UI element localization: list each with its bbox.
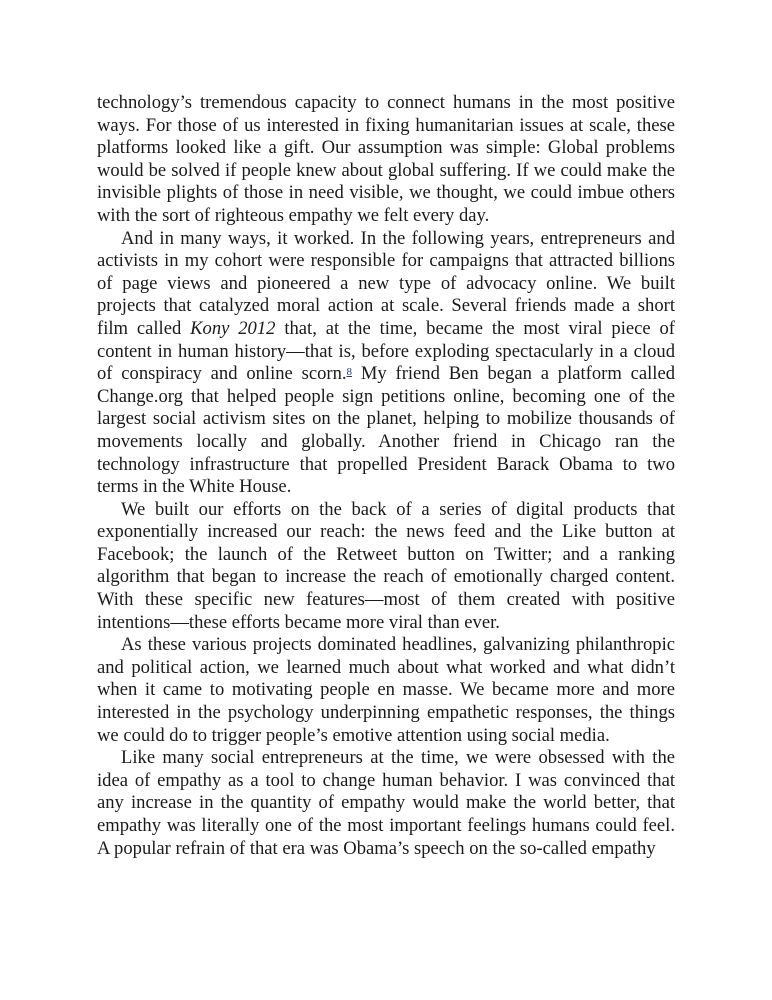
paragraph-3: We built our efforts on the back of a series of digital products that exponentially increased our reach: the news feed and the Like button at Facebook; the launch of the Retweet button on Twitter; and a ranking algorithm that began to increase the reach of emotionally charged content. With these specific new features—most of them created with positive intentions—these efforts became more viral than ever. xyxy=(97,498,675,633)
film-title: Kony 2012 xyxy=(190,317,276,339)
footnote-link[interactable]: 8 xyxy=(346,366,353,379)
paragraph-2-text-c: My friend Ben began a platform called Change.org that helped people sign petitions online, becoming one of the largest social activism sites on the planet, helping to mobilize thousands of movements locally and globally. Another friend in Chicago ran the technology infrastructure that propelled President Barack Obama to two terms in the White House. xyxy=(97,363,675,498)
paragraph-1: technology’s tremendous capacity to connect humans in the most positive ways. For those of us interested in fixing humanitarian issues at scale, these platforms looked like a gift. Our assumption was simple: Global problems would be solved if people knew about global suffering. If we could make the invisible plights of those in need visible, we thought, we could imbue others with the sort of righteous empathy we felt every day. xyxy=(97,92,675,226)
paragraph-4: As these various projects dominated headlines, galvanizing philanthropic and political action, we learned much about what worked and what didn’t when it came to motivating people en masse. We became more and more interested in the psychology underpinning empathetic responses, the things we could do to trigger people’s emotive attention using social media. xyxy=(97,634,675,746)
paragraph-5: Like many social entrepreneurs at the time, we were obsessed with the idea of empathy as a tool to change human behavior. I was convinced that any increase in the quantity of empathy would make the world better, that empathy was literally one of the most important feelings humans could feel. A popular refrain of that era was Obama’s speech on the so-called empathy xyxy=(97,747,675,859)
paragraph-2 xyxy=(97,228,675,499)
paragraph-2-text-a: And in many ways, it worked. In the following years, entrepreneurs and activists in my cohort were responsible for campaigns that attracted billions of page views and pioneered a new type of advocacy online. We built projects that catalyzed moral action at scale. Several friends made a short film called xyxy=(97,227,675,339)
book-page xyxy=(97,92,675,860)
paragraph-2-text-b: that, at the time, became the most viral piece of content in human history—that is, before exploding spectacularly in a cloud of conspiracy and online scorn. xyxy=(97,317,675,385)
